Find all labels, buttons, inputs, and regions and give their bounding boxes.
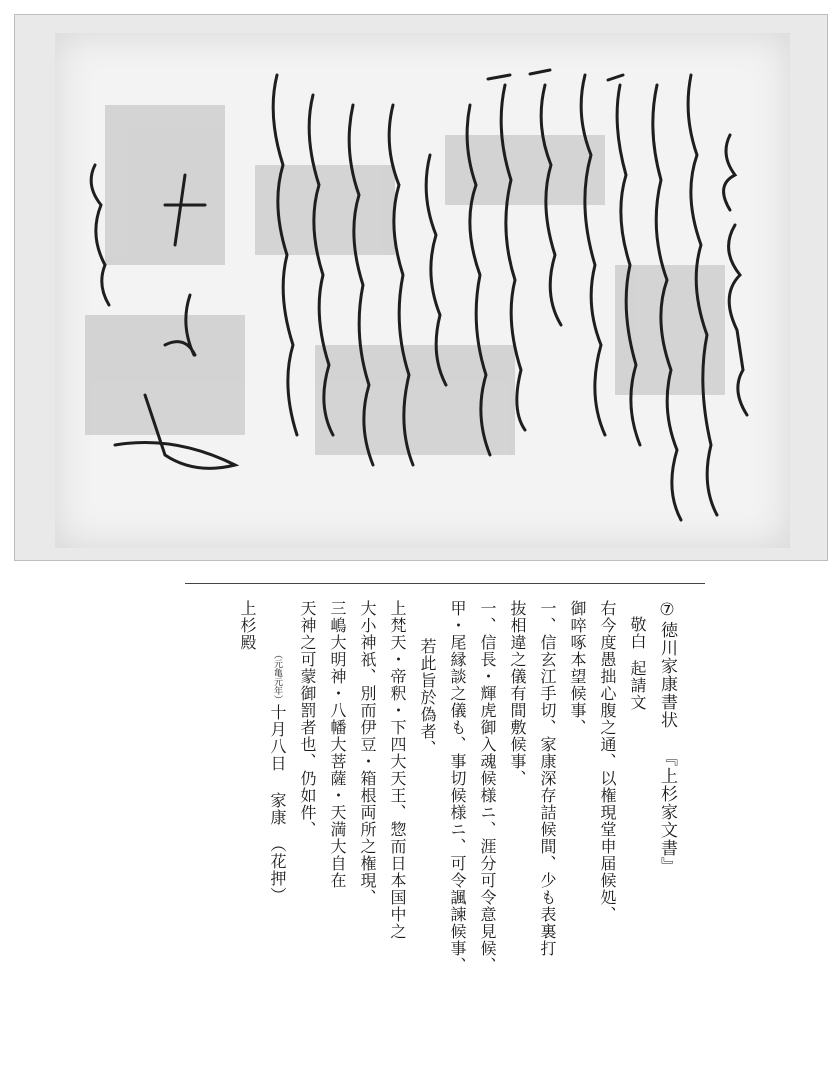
text-line: 大小神祇、別而伊豆・箱根両所之権現、 xyxy=(358,600,377,906)
oath-line: 若此旨於偽者、 xyxy=(418,638,437,757)
date: 十月八日 xyxy=(268,704,287,772)
era-note: （元亀元年） xyxy=(272,650,282,704)
letter-photo xyxy=(14,14,828,561)
handwriting-image xyxy=(15,15,827,560)
text-line: 甲・尾縁談之儀も、事切候様ニ、可令諷諫候事、 xyxy=(448,600,467,974)
text-line: 一、信長・輝虎御入魂候様ニ、涯分可令意見候、 xyxy=(478,600,497,974)
heading xyxy=(622,600,652,1060)
text-line: 天神之可蒙御罰者也、仍如件、 xyxy=(298,600,317,838)
transcription xyxy=(232,600,682,1060)
title-text: 徳川家康書状 xyxy=(657,621,677,729)
signer: 家康 xyxy=(268,792,287,826)
text-line: 一、信玄江手切、家康深存詰候間、少も表裏打 xyxy=(538,600,557,957)
divider xyxy=(185,583,705,584)
text-line: 上梵天・帝釈・下四大天王、惣而日本国中之 xyxy=(388,600,407,940)
kao-mark: （花押） xyxy=(268,836,287,904)
item-number: ⑦ xyxy=(657,600,677,621)
heading-keihaku: 敬白 xyxy=(628,616,647,650)
heading-kishomon: 起請文 xyxy=(628,660,647,711)
date-signature-line xyxy=(262,600,292,1060)
text-line: 三嶋大明神・八幡大菩薩・天満大自在 xyxy=(328,600,347,889)
text-line: 御啐啄本望候事、 xyxy=(568,600,587,736)
document-title xyxy=(652,600,682,1060)
text-line: 抜相違之儀有間敷候事、 xyxy=(508,600,527,787)
addressee: 上杉殿 xyxy=(238,600,257,651)
text-line: 右今度愚拙心腹之通、以権現堂申届候処、 xyxy=(598,600,617,923)
source-citation: 『上杉家文書』 xyxy=(657,749,677,875)
